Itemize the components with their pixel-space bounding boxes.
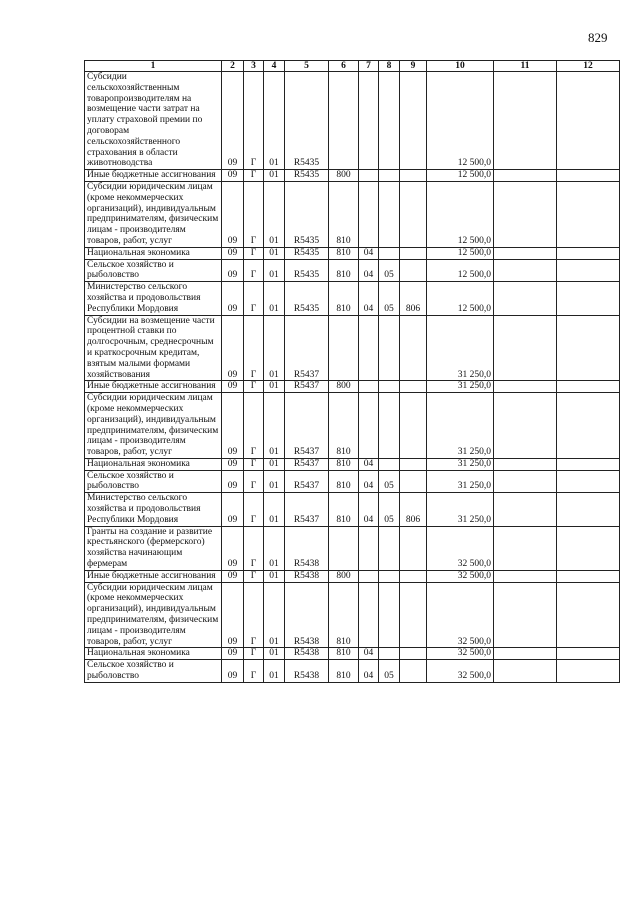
col-5-cell: R5435 xyxy=(285,282,329,315)
col-5-cell: R5437 xyxy=(285,393,329,459)
col-10-cell: 12 500,0 xyxy=(427,72,494,170)
col-7-cell: 04 xyxy=(359,282,379,315)
row-name-cell: Субсидии сельскохозяйственным товаропроизводителям на возмещение части затрат на уплату страховой премии по договорам сельскохозяйственного страхования в области животноводства xyxy=(85,72,222,170)
col-6-cell xyxy=(329,315,359,381)
col-12-cell xyxy=(557,259,620,282)
col-9-cell xyxy=(400,181,427,247)
col-2-cell: 09 xyxy=(222,170,244,182)
col-7-cell xyxy=(359,393,379,459)
budget-table xyxy=(84,60,620,683)
col-2-cell: 09 xyxy=(222,470,244,493)
col-4-cell: 01 xyxy=(264,282,285,315)
col-5-cell: R5438 xyxy=(285,648,329,660)
col-12-cell xyxy=(557,170,620,182)
col-2-cell: 09 xyxy=(222,72,244,170)
col-6-cell: 810 xyxy=(329,660,359,683)
col-8-cell xyxy=(379,170,400,182)
col-12-cell xyxy=(557,470,620,493)
col-12-cell xyxy=(557,582,620,648)
col-3-cell: Г xyxy=(244,315,264,381)
col-2-cell: 09 xyxy=(222,648,244,660)
col-2-cell: 09 xyxy=(222,282,244,315)
row-name-cell: Сельское хозяйство и рыболовство xyxy=(85,470,222,493)
col-4-cell: 01 xyxy=(264,247,285,259)
col-6-cell xyxy=(329,72,359,170)
col-10-cell: 12 500,0 xyxy=(427,282,494,315)
header-row xyxy=(85,61,620,72)
col-5-cell: R5437 xyxy=(285,381,329,393)
column-header: 2 xyxy=(222,61,244,72)
table-row xyxy=(85,247,620,259)
col-6-cell: 800 xyxy=(329,570,359,582)
col-9-cell xyxy=(400,470,427,493)
col-7-cell: 04 xyxy=(359,660,379,683)
col-12-cell xyxy=(557,526,620,570)
col-2-cell: 09 xyxy=(222,458,244,470)
col-8-cell xyxy=(379,526,400,570)
col-8-cell: 05 xyxy=(379,660,400,683)
row-name-cell: Национальная экономика xyxy=(85,458,222,470)
column-header: 1 xyxy=(85,61,222,72)
col-11-cell xyxy=(494,170,557,182)
col-7-cell xyxy=(359,315,379,381)
col-3-cell: Г xyxy=(244,393,264,459)
col-5-cell: R5438 xyxy=(285,582,329,648)
col-9-cell xyxy=(400,648,427,660)
col-6-cell xyxy=(329,526,359,570)
col-4-cell: 01 xyxy=(264,381,285,393)
col-9-cell: 806 xyxy=(400,493,427,526)
col-9-cell xyxy=(400,259,427,282)
column-header: 7 xyxy=(359,61,379,72)
table-row xyxy=(85,259,620,282)
col-8-cell xyxy=(379,381,400,393)
table-row xyxy=(85,458,620,470)
col-12-cell xyxy=(557,648,620,660)
col-2-cell: 09 xyxy=(222,526,244,570)
table-row xyxy=(85,170,620,182)
col-5-cell: R5438 xyxy=(285,526,329,570)
col-2-cell: 09 xyxy=(222,660,244,683)
col-10-cell: 31 250,0 xyxy=(427,493,494,526)
col-11-cell xyxy=(494,493,557,526)
col-3-cell: Г xyxy=(244,660,264,683)
col-7-cell xyxy=(359,582,379,648)
col-10-cell: 32 500,0 xyxy=(427,648,494,660)
col-5-cell: R5438 xyxy=(285,660,329,683)
table-row xyxy=(85,648,620,660)
col-12-cell xyxy=(557,458,620,470)
col-2-cell: 09 xyxy=(222,315,244,381)
col-3-cell: Г xyxy=(244,72,264,170)
col-3-cell: Г xyxy=(244,282,264,315)
col-11-cell xyxy=(494,648,557,660)
col-4-cell: 01 xyxy=(264,170,285,182)
col-2-cell: 09 xyxy=(222,493,244,526)
column-header: 11 xyxy=(494,61,557,72)
table-row xyxy=(85,470,620,493)
col-4-cell: 01 xyxy=(264,72,285,170)
col-10-cell: 12 500,0 xyxy=(427,170,494,182)
col-4-cell: 01 xyxy=(264,458,285,470)
col-2-cell: 09 xyxy=(222,381,244,393)
row-name-cell: Национальная экономика xyxy=(85,648,222,660)
col-3-cell: Г xyxy=(244,526,264,570)
col-6-cell: 810 xyxy=(329,247,359,259)
col-12-cell xyxy=(557,247,620,259)
col-4-cell: 01 xyxy=(264,648,285,660)
column-header: 8 xyxy=(379,61,400,72)
col-3-cell: Г xyxy=(244,259,264,282)
row-name-cell: Национальная экономика xyxy=(85,247,222,259)
col-3-cell: Г xyxy=(244,247,264,259)
col-6-cell: 810 xyxy=(329,470,359,493)
col-6-cell: 810 xyxy=(329,181,359,247)
column-header: 10 xyxy=(427,61,494,72)
row-name-cell: Иные бюджетные ассигнования xyxy=(85,570,222,582)
col-3-cell: Г xyxy=(244,570,264,582)
col-9-cell xyxy=(400,381,427,393)
col-9-cell xyxy=(400,315,427,381)
col-10-cell: 32 500,0 xyxy=(427,570,494,582)
col-7-cell: 04 xyxy=(359,247,379,259)
col-6-cell: 810 xyxy=(329,493,359,526)
column-header: 12 xyxy=(557,61,620,72)
col-6-cell: 810 xyxy=(329,648,359,660)
table-row xyxy=(85,526,620,570)
col-5-cell: R5437 xyxy=(285,458,329,470)
col-11-cell xyxy=(494,282,557,315)
col-11-cell xyxy=(494,526,557,570)
col-3-cell: Г xyxy=(244,648,264,660)
col-4-cell: 01 xyxy=(264,470,285,493)
col-8-cell xyxy=(379,315,400,381)
row-name-cell: Гранты на создание и развитие крестьянского (фермерского) хозяйства начинающим фермерам xyxy=(85,526,222,570)
row-name-cell: Субсидии юридическим лицам (кроме некоммерческих организаций), индивидуальным предпринимателям, физическим лицам - производителям товаров, работ, услуг xyxy=(85,181,222,247)
col-10-cell: 31 250,0 xyxy=(427,470,494,493)
col-5-cell: R5435 xyxy=(285,181,329,247)
col-8-cell xyxy=(379,393,400,459)
col-8-cell xyxy=(379,582,400,648)
col-8-cell: 05 xyxy=(379,470,400,493)
col-8-cell: 05 xyxy=(379,259,400,282)
table-row xyxy=(85,181,620,247)
col-8-cell xyxy=(379,72,400,170)
col-4-cell: 01 xyxy=(264,493,285,526)
column-header: 5 xyxy=(285,61,329,72)
col-11-cell xyxy=(494,660,557,683)
col-9-cell xyxy=(400,660,427,683)
col-4-cell: 01 xyxy=(264,570,285,582)
col-7-cell: 04 xyxy=(359,648,379,660)
col-2-cell: 09 xyxy=(222,570,244,582)
col-2-cell: 09 xyxy=(222,393,244,459)
col-3-cell: Г xyxy=(244,170,264,182)
col-10-cell: 12 500,0 xyxy=(427,259,494,282)
col-7-cell: 04 xyxy=(359,493,379,526)
col-9-cell xyxy=(400,458,427,470)
col-6-cell: 800 xyxy=(329,170,359,182)
col-11-cell xyxy=(494,315,557,381)
col-2-cell: 09 xyxy=(222,247,244,259)
col-12-cell xyxy=(557,381,620,393)
col-7-cell xyxy=(359,381,379,393)
col-11-cell xyxy=(494,72,557,170)
col-7-cell xyxy=(359,526,379,570)
col-5-cell: R5435 xyxy=(285,170,329,182)
col-11-cell xyxy=(494,247,557,259)
col-2-cell: 09 xyxy=(222,181,244,247)
col-12-cell xyxy=(557,282,620,315)
page-number: 829 xyxy=(588,30,608,45)
col-10-cell: 12 500,0 xyxy=(427,247,494,259)
col-9-cell xyxy=(400,72,427,170)
col-5-cell: R5437 xyxy=(285,315,329,381)
col-9-cell xyxy=(400,526,427,570)
table-row xyxy=(85,393,620,459)
col-9-cell xyxy=(400,247,427,259)
col-11-cell xyxy=(494,582,557,648)
col-3-cell: Г xyxy=(244,181,264,247)
col-4-cell: 01 xyxy=(264,660,285,683)
col-10-cell: 12 500,0 xyxy=(427,181,494,247)
col-2-cell: 09 xyxy=(222,582,244,648)
col-3-cell: Г xyxy=(244,470,264,493)
col-5-cell: R5435 xyxy=(285,247,329,259)
col-8-cell: 05 xyxy=(379,493,400,526)
col-9-cell xyxy=(400,582,427,648)
col-6-cell: 810 xyxy=(329,393,359,459)
col-6-cell: 810 xyxy=(329,259,359,282)
col-3-cell: Г xyxy=(244,381,264,393)
column-header: 6 xyxy=(329,61,359,72)
col-6-cell: 810 xyxy=(329,458,359,470)
col-4-cell: 01 xyxy=(264,181,285,247)
row-name-cell: Министерство сельского хозяйства и продовольствия Республики Мордовия xyxy=(85,282,222,315)
col-5-cell: R5435 xyxy=(285,259,329,282)
col-11-cell xyxy=(494,381,557,393)
col-10-cell: 31 250,0 xyxy=(427,315,494,381)
col-10-cell: 32 500,0 xyxy=(427,526,494,570)
col-11-cell xyxy=(494,259,557,282)
table-row xyxy=(85,660,620,683)
row-name-cell: Иные бюджетные ассигнования xyxy=(85,170,222,182)
col-9-cell: 806 xyxy=(400,282,427,315)
col-12-cell xyxy=(557,570,620,582)
table-row xyxy=(85,282,620,315)
col-11-cell xyxy=(494,181,557,247)
col-9-cell xyxy=(400,393,427,459)
col-7-cell xyxy=(359,181,379,247)
row-name-cell: Субсидии юридическим лицам (кроме некоммерческих организаций), индивидуальным предпринимателям, физическим лицам - производителям товаров, работ, услуг xyxy=(85,582,222,648)
col-5-cell: R5438 xyxy=(285,570,329,582)
table-row xyxy=(85,582,620,648)
column-header: 3 xyxy=(244,61,264,72)
col-11-cell xyxy=(494,393,557,459)
col-8-cell xyxy=(379,181,400,247)
col-9-cell xyxy=(400,570,427,582)
col-12-cell xyxy=(557,315,620,381)
col-7-cell xyxy=(359,72,379,170)
col-10-cell: 31 250,0 xyxy=(427,393,494,459)
col-4-cell: 01 xyxy=(264,582,285,648)
col-3-cell: Г xyxy=(244,458,264,470)
row-name-cell: Иные бюджетные ассигнования xyxy=(85,381,222,393)
col-7-cell: 04 xyxy=(359,470,379,493)
col-9-cell xyxy=(400,170,427,182)
col-5-cell: R5437 xyxy=(285,470,329,493)
col-4-cell: 01 xyxy=(264,393,285,459)
col-10-cell: 32 500,0 xyxy=(427,582,494,648)
col-12-cell xyxy=(557,72,620,170)
col-6-cell: 800 xyxy=(329,381,359,393)
col-4-cell: 01 xyxy=(264,315,285,381)
table-row xyxy=(85,315,620,381)
col-3-cell: Г xyxy=(244,582,264,648)
col-8-cell xyxy=(379,648,400,660)
col-3-cell: Г xyxy=(244,493,264,526)
col-5-cell: R5437 xyxy=(285,493,329,526)
col-6-cell: 810 xyxy=(329,582,359,648)
col-7-cell: 04 xyxy=(359,259,379,282)
col-4-cell: 01 xyxy=(264,259,285,282)
col-8-cell xyxy=(379,458,400,470)
col-12-cell xyxy=(557,660,620,683)
row-name-cell: Субсидии юридическим лицам (кроме некоммерческих организаций), индивидуальным предпринимателям, физическим лицам - производителям товаров, работ, услуг xyxy=(85,393,222,459)
col-7-cell: 04 xyxy=(359,458,379,470)
col-4-cell: 01 xyxy=(264,526,285,570)
col-11-cell xyxy=(494,570,557,582)
row-name-cell: Министерство сельского хозяйства и продовольствия Республики Мордовия xyxy=(85,493,222,526)
column-header: 9 xyxy=(400,61,427,72)
table-row xyxy=(85,72,620,170)
col-8-cell: 05 xyxy=(379,282,400,315)
col-12-cell xyxy=(557,493,620,526)
col-11-cell xyxy=(494,470,557,493)
col-11-cell xyxy=(494,458,557,470)
col-12-cell xyxy=(557,393,620,459)
col-7-cell xyxy=(359,170,379,182)
col-5-cell: R5435 xyxy=(285,72,329,170)
column-header: 4 xyxy=(264,61,285,72)
col-8-cell xyxy=(379,247,400,259)
col-8-cell xyxy=(379,570,400,582)
table-row xyxy=(85,570,620,582)
col-7-cell xyxy=(359,570,379,582)
table-row xyxy=(85,493,620,526)
row-name-cell: Сельское хозяйство и рыболовство xyxy=(85,259,222,282)
col-2-cell: 09 xyxy=(222,259,244,282)
col-6-cell: 810 xyxy=(329,282,359,315)
table-row xyxy=(85,381,620,393)
row-name-cell: Субсидии на возмещение части процентной ставки по долгосрочным, среднесрочным и краткосрочным кредитам, взятым малыми формами хозяйствования xyxy=(85,315,222,381)
col-12-cell xyxy=(557,181,620,247)
col-10-cell: 31 250,0 xyxy=(427,458,494,470)
col-10-cell: 31 250,0 xyxy=(427,381,494,393)
col-10-cell: 32 500,0 xyxy=(427,660,494,683)
row-name-cell: Сельское хозяйство и рыболовство xyxy=(85,660,222,683)
